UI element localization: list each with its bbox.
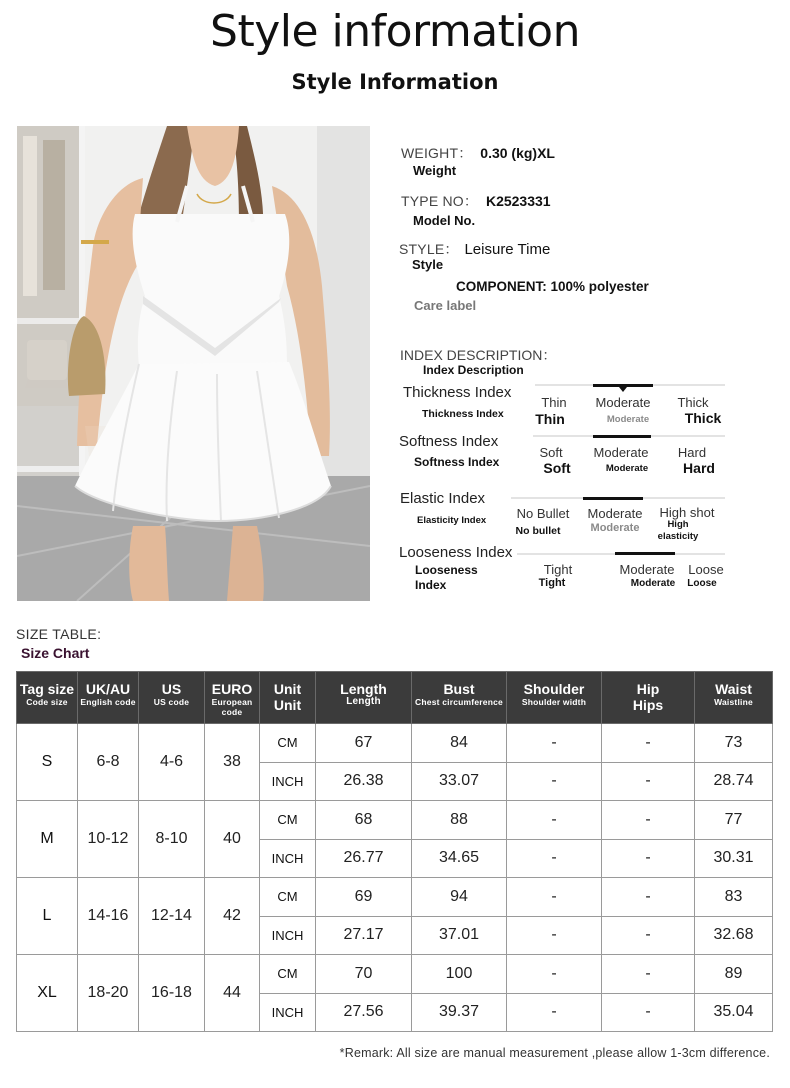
header-unit: Unit Unit — [260, 672, 316, 724]
shoulder-cell: - — [507, 993, 602, 1032]
thickness-pointer — [619, 387, 627, 392]
tag-size-cell: L — [17, 878, 78, 955]
looseness-opt-3: Loose — [688, 562, 724, 577]
euro-cell: 44 — [205, 955, 260, 1032]
shoulder-cell: - — [507, 724, 602, 763]
style-row — [399, 239, 550, 259]
unit-cell: INCH — [260, 762, 316, 801]
tag-size-cell: XL — [17, 955, 78, 1032]
waist-cell: 73 — [695, 724, 773, 763]
weight-row — [401, 143, 555, 163]
unit-cell: INCH — [260, 993, 316, 1032]
uk-cell: 18-20 — [78, 955, 139, 1032]
table-row — [17, 878, 773, 917]
header-length: Length Length — [316, 672, 412, 724]
looseness-sub: Looseness Index — [415, 563, 478, 592]
size-chart-label: Size Chart — [21, 645, 90, 661]
looseness-opt-1: Tight — [543, 562, 573, 577]
waist-cell: 89 — [695, 955, 773, 994]
uk-cell: 10-12 — [78, 801, 139, 878]
shoulder-cell: - — [507, 801, 602, 840]
looseness-opt-3-sub: Loose — [687, 578, 717, 589]
length-cell: 70 — [316, 955, 412, 994]
hip-cell: - — [602, 993, 695, 1032]
uk-cell: 14-16 — [78, 878, 139, 955]
tag-size-cell: S — [17, 724, 78, 801]
thickness-opt-1: Thin — [541, 395, 567, 410]
elastic-opt-2-sub: Moderate — [590, 522, 640, 534]
thickness-sub: Thickness Index — [422, 408, 504, 420]
elastic-opt-3: High shot — [659, 505, 715, 520]
remark-text: *Remark: All size are manual measurement ,please allow 1-3cm difference. — [339, 1046, 770, 1060]
bust-cell: 33.07 — [412, 762, 507, 801]
weight-sub: Weight — [413, 163, 457, 178]
waist-cell: 28.74 — [695, 762, 773, 801]
weight-key: WEIGHT： — [401, 145, 473, 161]
shoulder-cell: - — [507, 878, 602, 917]
uk-cell: 6-8 — [78, 724, 139, 801]
hip-cell: - — [602, 916, 695, 955]
softness-label: Softness Index — [399, 433, 499, 450]
looseness-opt-2: Moderate — [619, 562, 675, 577]
looseness-selected-mark — [615, 552, 675, 555]
waist-cell: 83 — [695, 878, 773, 917]
style-key: STYLE： — [399, 241, 459, 257]
header-waist: Waist Waistline — [695, 672, 773, 724]
length-cell: 26.77 — [316, 839, 412, 878]
tag-size-cell: M — [17, 801, 78, 878]
header-us: US US code — [139, 672, 205, 724]
weight-value: 0.30 (kg)XL — [480, 145, 555, 161]
waist-cell: 32.68 — [695, 916, 773, 955]
table-header-row — [17, 672, 773, 724]
bust-cell: 34.65 — [412, 839, 507, 878]
header-hip: Hip Hips — [602, 672, 695, 724]
length-cell: 67 — [316, 724, 412, 763]
softness-opt-3-sub: Hard — [683, 460, 715, 476]
elastic-sub: Elasticity Index — [417, 515, 487, 526]
thickness-opt-3-sub: Thick — [684, 410, 722, 426]
elastic-opt-1-sub: No bullet — [515, 525, 561, 537]
shoulder-cell: - — [507, 762, 602, 801]
thickness-opt-2: Moderate — [595, 395, 651, 410]
care-label: Care label — [414, 298, 477, 313]
elastic-opt-3-sub: High elasticity — [657, 519, 699, 542]
size-table-label: SIZE TABLE: — [16, 626, 102, 642]
type-key: TYPE NO： — [401, 193, 479, 209]
softness-opt-2-sub: Moderate — [605, 463, 649, 474]
euro-cell: 38 — [205, 724, 260, 801]
table-row — [17, 801, 773, 840]
bust-cell: 39.37 — [412, 993, 507, 1032]
hip-cell: - — [602, 724, 695, 763]
table-row — [17, 955, 773, 994]
header-uk-au: UK/AU English code — [78, 672, 139, 724]
shoulder-cell: - — [507, 916, 602, 955]
component-text: COMPONENT: 100% polyester — [456, 279, 649, 294]
unit-cell: CM — [260, 878, 316, 917]
looseness-opt-2-sub: Moderate — [630, 578, 676, 589]
length-cell: 26.38 — [316, 762, 412, 801]
softness-opt-2: Moderate — [593, 445, 649, 460]
type-value: K2523331 — [485, 193, 551, 209]
thickness-opt-2-sub: Moderate — [606, 414, 650, 425]
waist-cell: 77 — [695, 801, 773, 840]
page-subtitle: Style Information — [291, 70, 499, 94]
hip-cell: - — [602, 878, 695, 917]
softness-opt-3: Hard — [677, 445, 707, 460]
softness-sub: Softness Index — [414, 455, 500, 469]
euro-cell: 42 — [205, 878, 260, 955]
bust-cell: 37.01 — [412, 916, 507, 955]
shoulder-cell: - — [507, 839, 602, 878]
us-cell: 4-6 — [139, 724, 205, 801]
hip-cell: - — [602, 839, 695, 878]
header-euro: EURO European code — [205, 672, 260, 724]
hip-cell: - — [602, 762, 695, 801]
softness-opt-1-sub: Soft — [543, 460, 571, 476]
thickness-opt-3: Thick — [677, 395, 709, 410]
thickness-opt-1-sub: Thin — [535, 411, 565, 427]
bust-cell: 94 — [412, 878, 507, 917]
waist-cell: 35.04 — [695, 993, 773, 1032]
length-cell: 68 — [316, 801, 412, 840]
softness-selected-mark — [593, 435, 651, 438]
type-sub: Model No. — [413, 213, 476, 228]
header-shoulder: Shoulder Shoulder width — [507, 672, 602, 724]
bust-cell: 100 — [412, 955, 507, 994]
elastic-label: Elastic Index — [400, 490, 486, 507]
looseness-label: Looseness Index — [399, 544, 513, 561]
table-row — [17, 724, 773, 763]
unit-cell: CM — [260, 801, 316, 840]
hip-cell: - — [602, 955, 695, 994]
thickness-label: Thickness Index — [403, 384, 512, 401]
looseness-opt-1-sub: Tight — [538, 577, 566, 589]
type-row — [401, 191, 551, 211]
index-heading: INDEX DESCRIPTION： — [400, 347, 557, 363]
header-bust: Bust Chest circumference — [412, 672, 507, 724]
us-cell: 12-14 — [139, 878, 205, 955]
product-photo — [17, 126, 370, 601]
bust-cell: 88 — [412, 801, 507, 840]
softness-opt-1: Soft — [539, 445, 563, 460]
unit-cell: CM — [260, 724, 316, 763]
length-cell: 27.17 — [316, 916, 412, 955]
page-title: Style information — [210, 6, 580, 57]
elastic-selected-mark — [583, 497, 643, 500]
size-chart-table — [16, 671, 773, 1032]
elastic-opt-2: Moderate — [587, 506, 643, 521]
length-cell: 27.56 — [316, 993, 412, 1032]
shoulder-cell: - — [507, 955, 602, 994]
style-sub: Style — [412, 257, 444, 272]
hip-cell: - — [602, 801, 695, 840]
header-tag-size: Tag size Code size — [17, 672, 78, 724]
unit-cell: INCH — [260, 839, 316, 878]
us-cell: 16-18 — [139, 955, 205, 1032]
waist-cell: 30.31 — [695, 839, 773, 878]
us-cell: 8-10 — [139, 801, 205, 878]
index-heading-sub: Index Description — [423, 363, 524, 377]
unit-cell: CM — [260, 955, 316, 994]
bust-cell: 84 — [412, 724, 507, 763]
style-value: Leisure Time — [464, 241, 551, 258]
euro-cell: 40 — [205, 801, 260, 878]
length-cell: 69 — [316, 878, 412, 917]
unit-cell: INCH — [260, 916, 316, 955]
elastic-opt-1: No Bullet — [516, 506, 570, 521]
